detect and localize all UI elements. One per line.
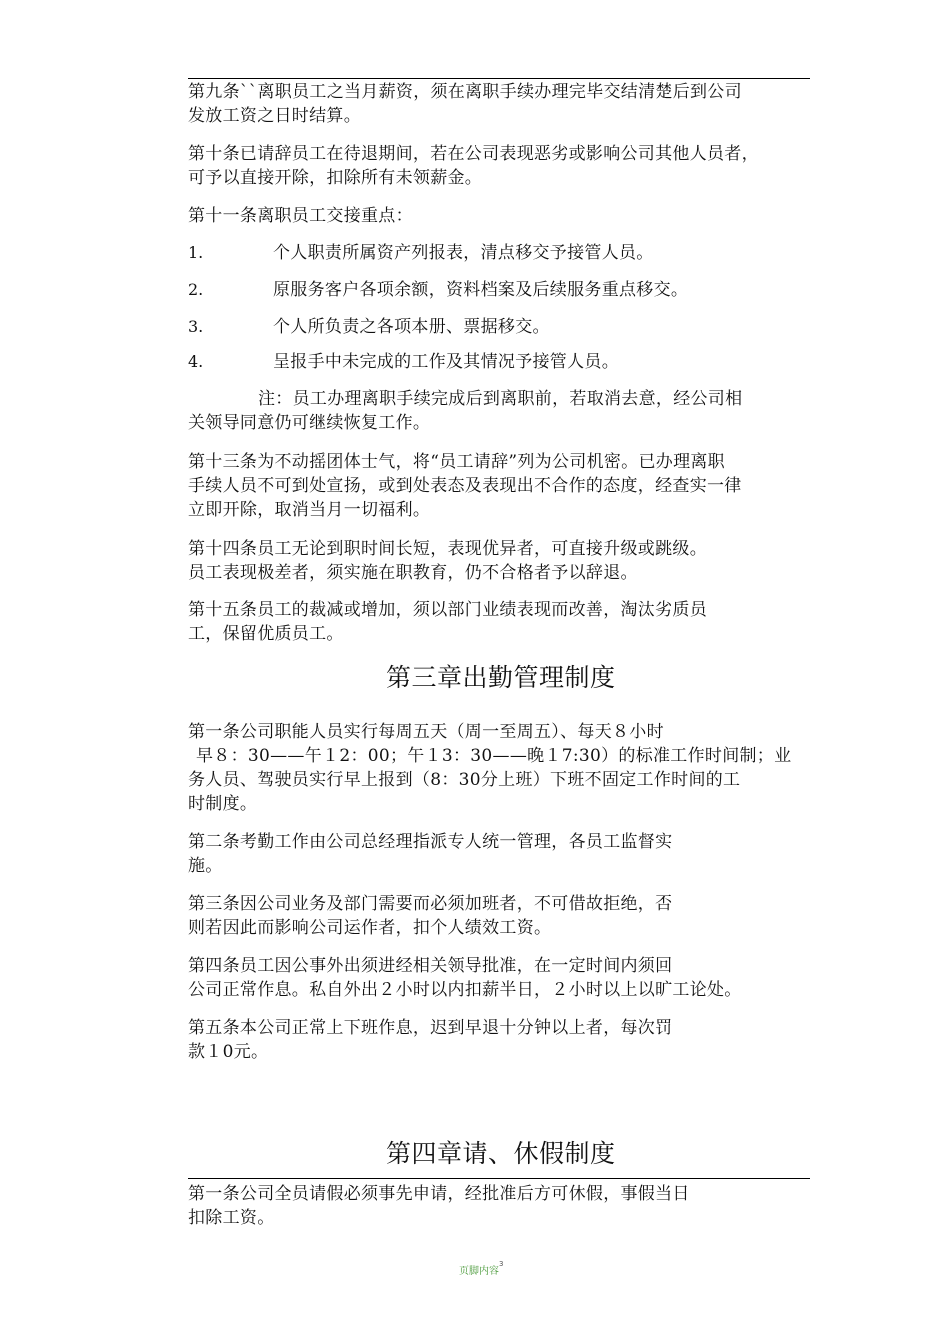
ch3-article-3-line-2: 则若因此而影响公司运作者，扣个人绩效工资。 [188, 918, 552, 938]
ch3-article-1-line-3: 务人员、驾驶员实行早上报到（8：30分上班）下班不固定工作时间的工 [188, 770, 741, 790]
ch3-article-2-line-2: 施。 [188, 856, 223, 876]
article-13-line-2: 手续人员不可到处宣扬，或到处表态及表现出不合作的态度，经查实一律 [188, 476, 742, 496]
ch3-article-1-line-4: 时制度。 [188, 794, 258, 814]
footer-text: 页脚内容 [459, 1266, 499, 1277]
page-number: 3 [499, 1259, 504, 1268]
ch3-article-4-line-2: 公司正常作息。私自外出２小时以内扣薪半日，２小时以上以旷工论处。 [188, 980, 742, 1000]
list-item-number: 4. [188, 352, 204, 371]
article-13-line-3: 立即开除，取消当月一切福利。 [188, 500, 431, 520]
article-13-line-1: 第十三条为不动摇团体士气，将“员工请辞”列为公司机密。已办理离职 [188, 452, 725, 472]
article-11: 第十一条离职员工交接重点： [188, 206, 413, 226]
ch3-article-4-line-1: 第四条员工因公事外出须进经相关领导批准，在一定时间内须回 [188, 956, 673, 976]
ch4-article-1-line-1: 第一条公司全员请假必须事先申请，经批准后方可休假，事假当日 [188, 1184, 690, 1204]
ch3-article-2-line-1: 第二条考勤工作由公司总经理指派专人统一管理，各员工监督实 [188, 832, 673, 852]
list-item: 呈报手中未完成的工作及其情况予接管人员。 [273, 352, 619, 372]
ch3-article-1-line-2: 早８：30——午１2：00；午１3：30——晚１7:30）的标准工作时间制；业 [196, 746, 792, 766]
article-9-line-2: 发放工资之日时结算。 [188, 106, 361, 126]
ch3-article-3-line-1: 第三条因公司业务及部门需要而必须加班者，不可借故拒绝，否 [188, 894, 673, 914]
chapter-4-title: 第四章请、休假制度 [386, 1139, 616, 1168]
top-rule [188, 78, 810, 79]
note-line-2: 关领导同意仍可继续恢复工作。 [188, 413, 431, 433]
ch4-article-1-line-2: 扣除工资。 [188, 1208, 275, 1228]
article-15-line-2: 工，保留优质员工。 [188, 624, 344, 644]
list-item: 个人职责所属资产列报表，清点移交予接管人员。 [273, 243, 654, 263]
note-line-1: 注：员工办理离职手续完成后到离职前，若取消去意，经公司相 [258, 389, 743, 409]
article-14-line-2: 员工表现极差者，须实施在职教育，仍不合格者予以辞退。 [188, 563, 638, 583]
chapter-4-rule [188, 1178, 810, 1179]
list-item: 原服务客户各项余额，资料档案及后续服务重点移交。 [273, 280, 689, 300]
ch3-article-5-line-2: 款１0元。 [188, 1042, 269, 1062]
list-item-number: 3. [188, 317, 204, 336]
ch3-article-5-line-1: 第五条本公司正常上下班作息，迟到早退十分钟以上者，每次罚 [188, 1018, 673, 1038]
ch3-article-1-line-1: 第一条公司职能人员实行每周五天（周一至周五）、每天８小时 [188, 722, 664, 742]
article-10-line-2: 可予以直接开除，扣除所有未领薪金。 [188, 168, 483, 188]
article-14-line-1: 第十四条员工无论到职时间长短，表现优异者，可直接升级或跳级。 [188, 539, 707, 559]
page-footer [459, 1259, 504, 1277]
list-item-number: 2. [188, 280, 204, 299]
list-item: 个人所负责之各项本册、票据移交。 [273, 317, 550, 337]
article-9-line-1: 第九条``离职员工之当月薪资，须在离职手续办理完毕交结清楚后到公司 [188, 82, 742, 102]
article-10-line-1: 第十条已请辞员工在待退期间，若在公司表现恶劣或影响公司其他人员者， [188, 144, 759, 164]
list-item-number: 1. [188, 243, 204, 262]
chapter-3-title: 第三章出勤管理制度 [386, 663, 616, 692]
article-15-line-1: 第十五条员工的裁减或增加，须以部门业绩表现而改善，淘汰劣质员 [188, 600, 707, 620]
